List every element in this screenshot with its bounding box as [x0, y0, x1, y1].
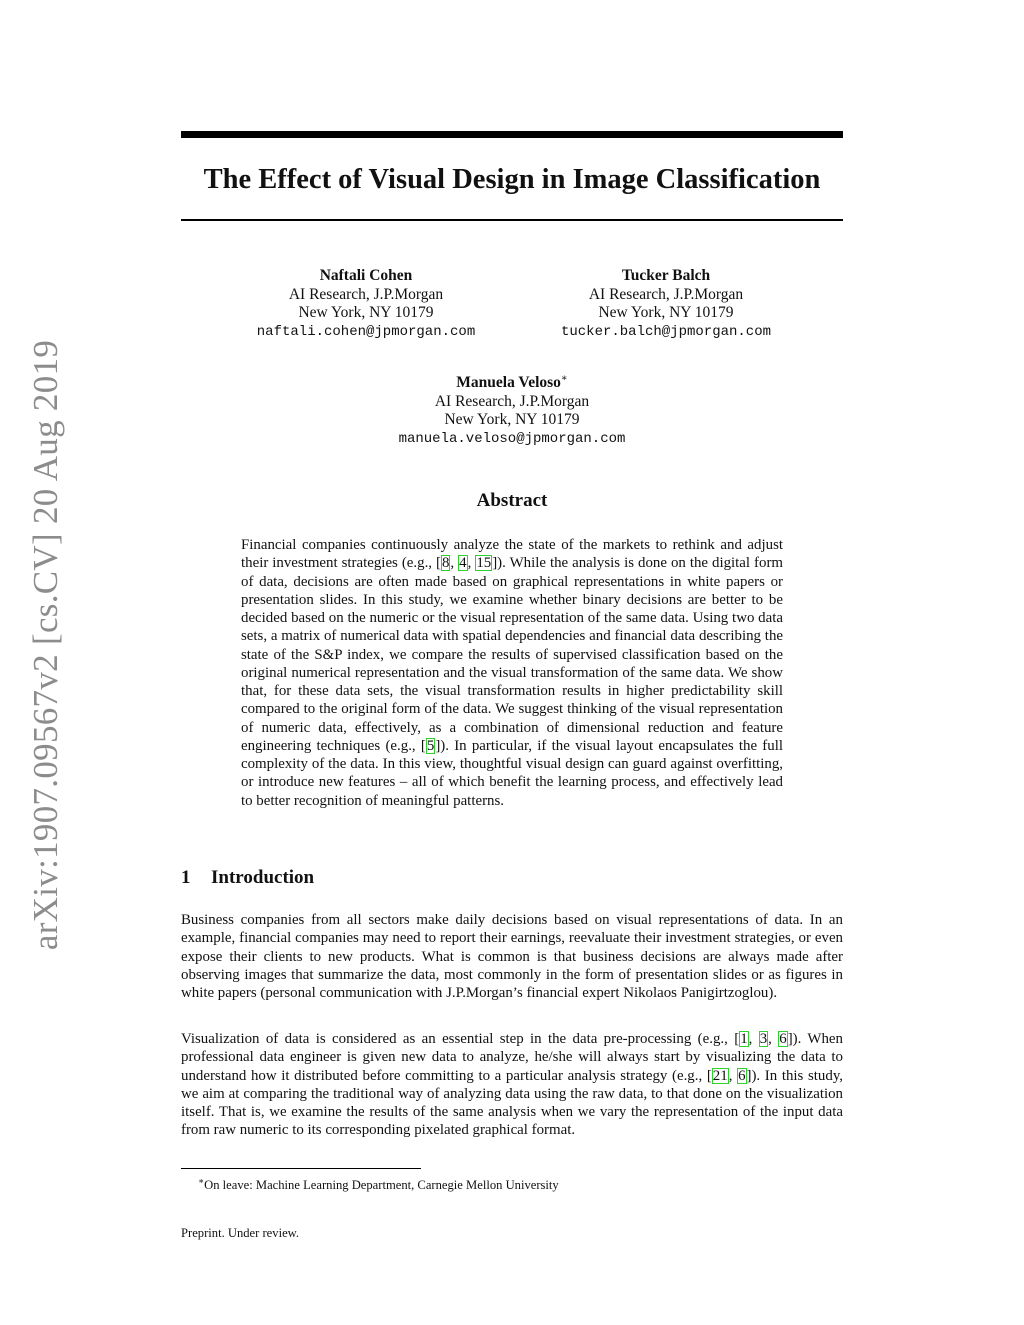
- citation-link[interactable]: 8: [441, 555, 450, 572]
- abstract-text-part: ]). While the analysis is done on the digital form of data, decisions are often made based on graphical representations in white papers or presentation slides. In this study, we examine whether binary decisions are better to be decided based on the numeric or the visual representation of the same data. Using two data sets, a matrix of numerical data with spatial dependencies and financial data describing the state of the S&P index, we compare the results of supervised classification based on the original numerical representation and the visual transformation of the same data. We show that, for these data sets, the visual transformation results in higher predictability skill compared to the original form of the data. We suggest thinking of the visual representation of numeric data, effectively, as a combination of dimensional reduction and feature engineering techniques (e.g., [: [241, 555, 783, 754]
- section-title: Introduction: [211, 867, 315, 888]
- title-top-rule: [181, 131, 843, 138]
- author-name: Manuela Veloso: [456, 374, 561, 392]
- abstract-text: [241, 536, 783, 810]
- citation-separator: ,: [467, 555, 476, 572]
- author-block-2: [536, 267, 796, 341]
- author-block-1: [236, 267, 496, 341]
- author-location: New York, NY 10179: [598, 304, 734, 321]
- abstract-text-part: ]). In particular, if the visual layout encapsulates the full complexity of the data. In this view, thoughtful visual design can guard against overfitting, or introduce new features – all of which benefit the learning process, and effectively lead to better recognition of meaningful patterns.: [241, 737, 783, 809]
- abstract-text-part: Financial companies continuously analyze the state of the markets to rethink and adjust their investment strategies (e.g., [: [241, 537, 783, 572]
- author-name-line: [362, 370, 662, 393]
- author-location: New York, NY 10179: [444, 411, 580, 429]
- author-name: Naftali Cohen: [319, 267, 413, 284]
- body-paragraph-1: Business companies from all sectors make daily decisions based on visual representations of data. In an example, financial companies may need to report their earnings, reevaluate their investment strategies, or even expose their clients to new products. What is common is that business decisions are always made after observing images that summarize the data, most commonly in the form of presentation slides or as figures in white papers (personal communication with J.P.Morgan’s financial expert Nikolaos Panigirtzoglou).: [181, 912, 843, 1001]
- author-block-3: [362, 370, 662, 448]
- paragraph-text-part: ]). In this study, we aim at comparing the traditional way of analyzing data using the raw data, to that done on the visualization itself. That is, we examine the results of the same analysis when we vary the representation of the input data from raw numeric to its corresponding pixelated graphical format.: [181, 1067, 844, 1139]
- section-number: 1: [181, 867, 191, 888]
- paper-title: The Effect of Visual Design in Image Classification: [203, 164, 821, 195]
- author-affiliation: AI Research, J.P.Morgan: [288, 285, 444, 303]
- citation-separator: ,: [748, 1031, 759, 1047]
- author-location: New York, NY 10179: [298, 304, 434, 321]
- citation-link[interactable]: 6: [738, 1067, 746, 1084]
- author-affiliation: AI Research, J.P.Morgan: [588, 285, 744, 303]
- paragraph-text-part: Visualization of data is considered as an essential step in the data pre-processing (e.g., [: [181, 1031, 740, 1047]
- citation-link[interactable]: 6: [779, 1031, 787, 1047]
- author-email[interactable]: manuela.veloso@jpmorgan.com: [398, 430, 626, 447]
- footnote-text: On leave: Machine Learning Department, Carnegie Mellon University: [204, 1178, 559, 1193]
- arxiv-identifier[interactable]: arXiv:1907.09567v2 [cs.CV] 20 Aug 2019: [26, 339, 65, 951]
- citation-link[interactable]: 5: [426, 737, 435, 754]
- author-name: Tucker Balch: [621, 267, 711, 284]
- author-email[interactable]: naftali.cohen@jpmorgan.com: [256, 323, 476, 340]
- title-bottom-rule: [181, 219, 843, 221]
- citation-link[interactable]: 21: [712, 1067, 728, 1084]
- citation-link[interactable]: 3: [759, 1031, 768, 1047]
- citation-separator: ,: [450, 555, 459, 572]
- author-email[interactable]: tucker.balch@jpmorgan.com: [560, 323, 772, 340]
- footnote: [198, 1173, 559, 1193]
- footnote-mark: ∗: [198, 1176, 205, 1186]
- citation-separator: ,: [728, 1067, 738, 1084]
- abstract-heading: Abstract: [476, 490, 548, 511]
- body-paragraph-2: [181, 1030, 843, 1140]
- citation-link[interactable]: 1: [740, 1031, 748, 1047]
- citation-link[interactable]: 4: [459, 555, 467, 572]
- footnote-rule: [181, 1168, 421, 1169]
- author-affiliation: AI Research, J.P.Morgan: [434, 392, 590, 410]
- footnote-marker[interactable]: ∗: [560, 373, 568, 384]
- section-heading: [181, 866, 314, 890]
- paragraph-text-part: ]). When professional data engineer is given new data to analyze, he/she will always start by visualizing the data to understand how it distributed before committing to a particular analysis strategy (e.g., [: [181, 1031, 843, 1084]
- preprint-note: Preprint. Under review.: [181, 1226, 300, 1240]
- citation-separator: ,: [768, 1031, 779, 1047]
- citation-link[interactable]: 15: [476, 555, 492, 572]
